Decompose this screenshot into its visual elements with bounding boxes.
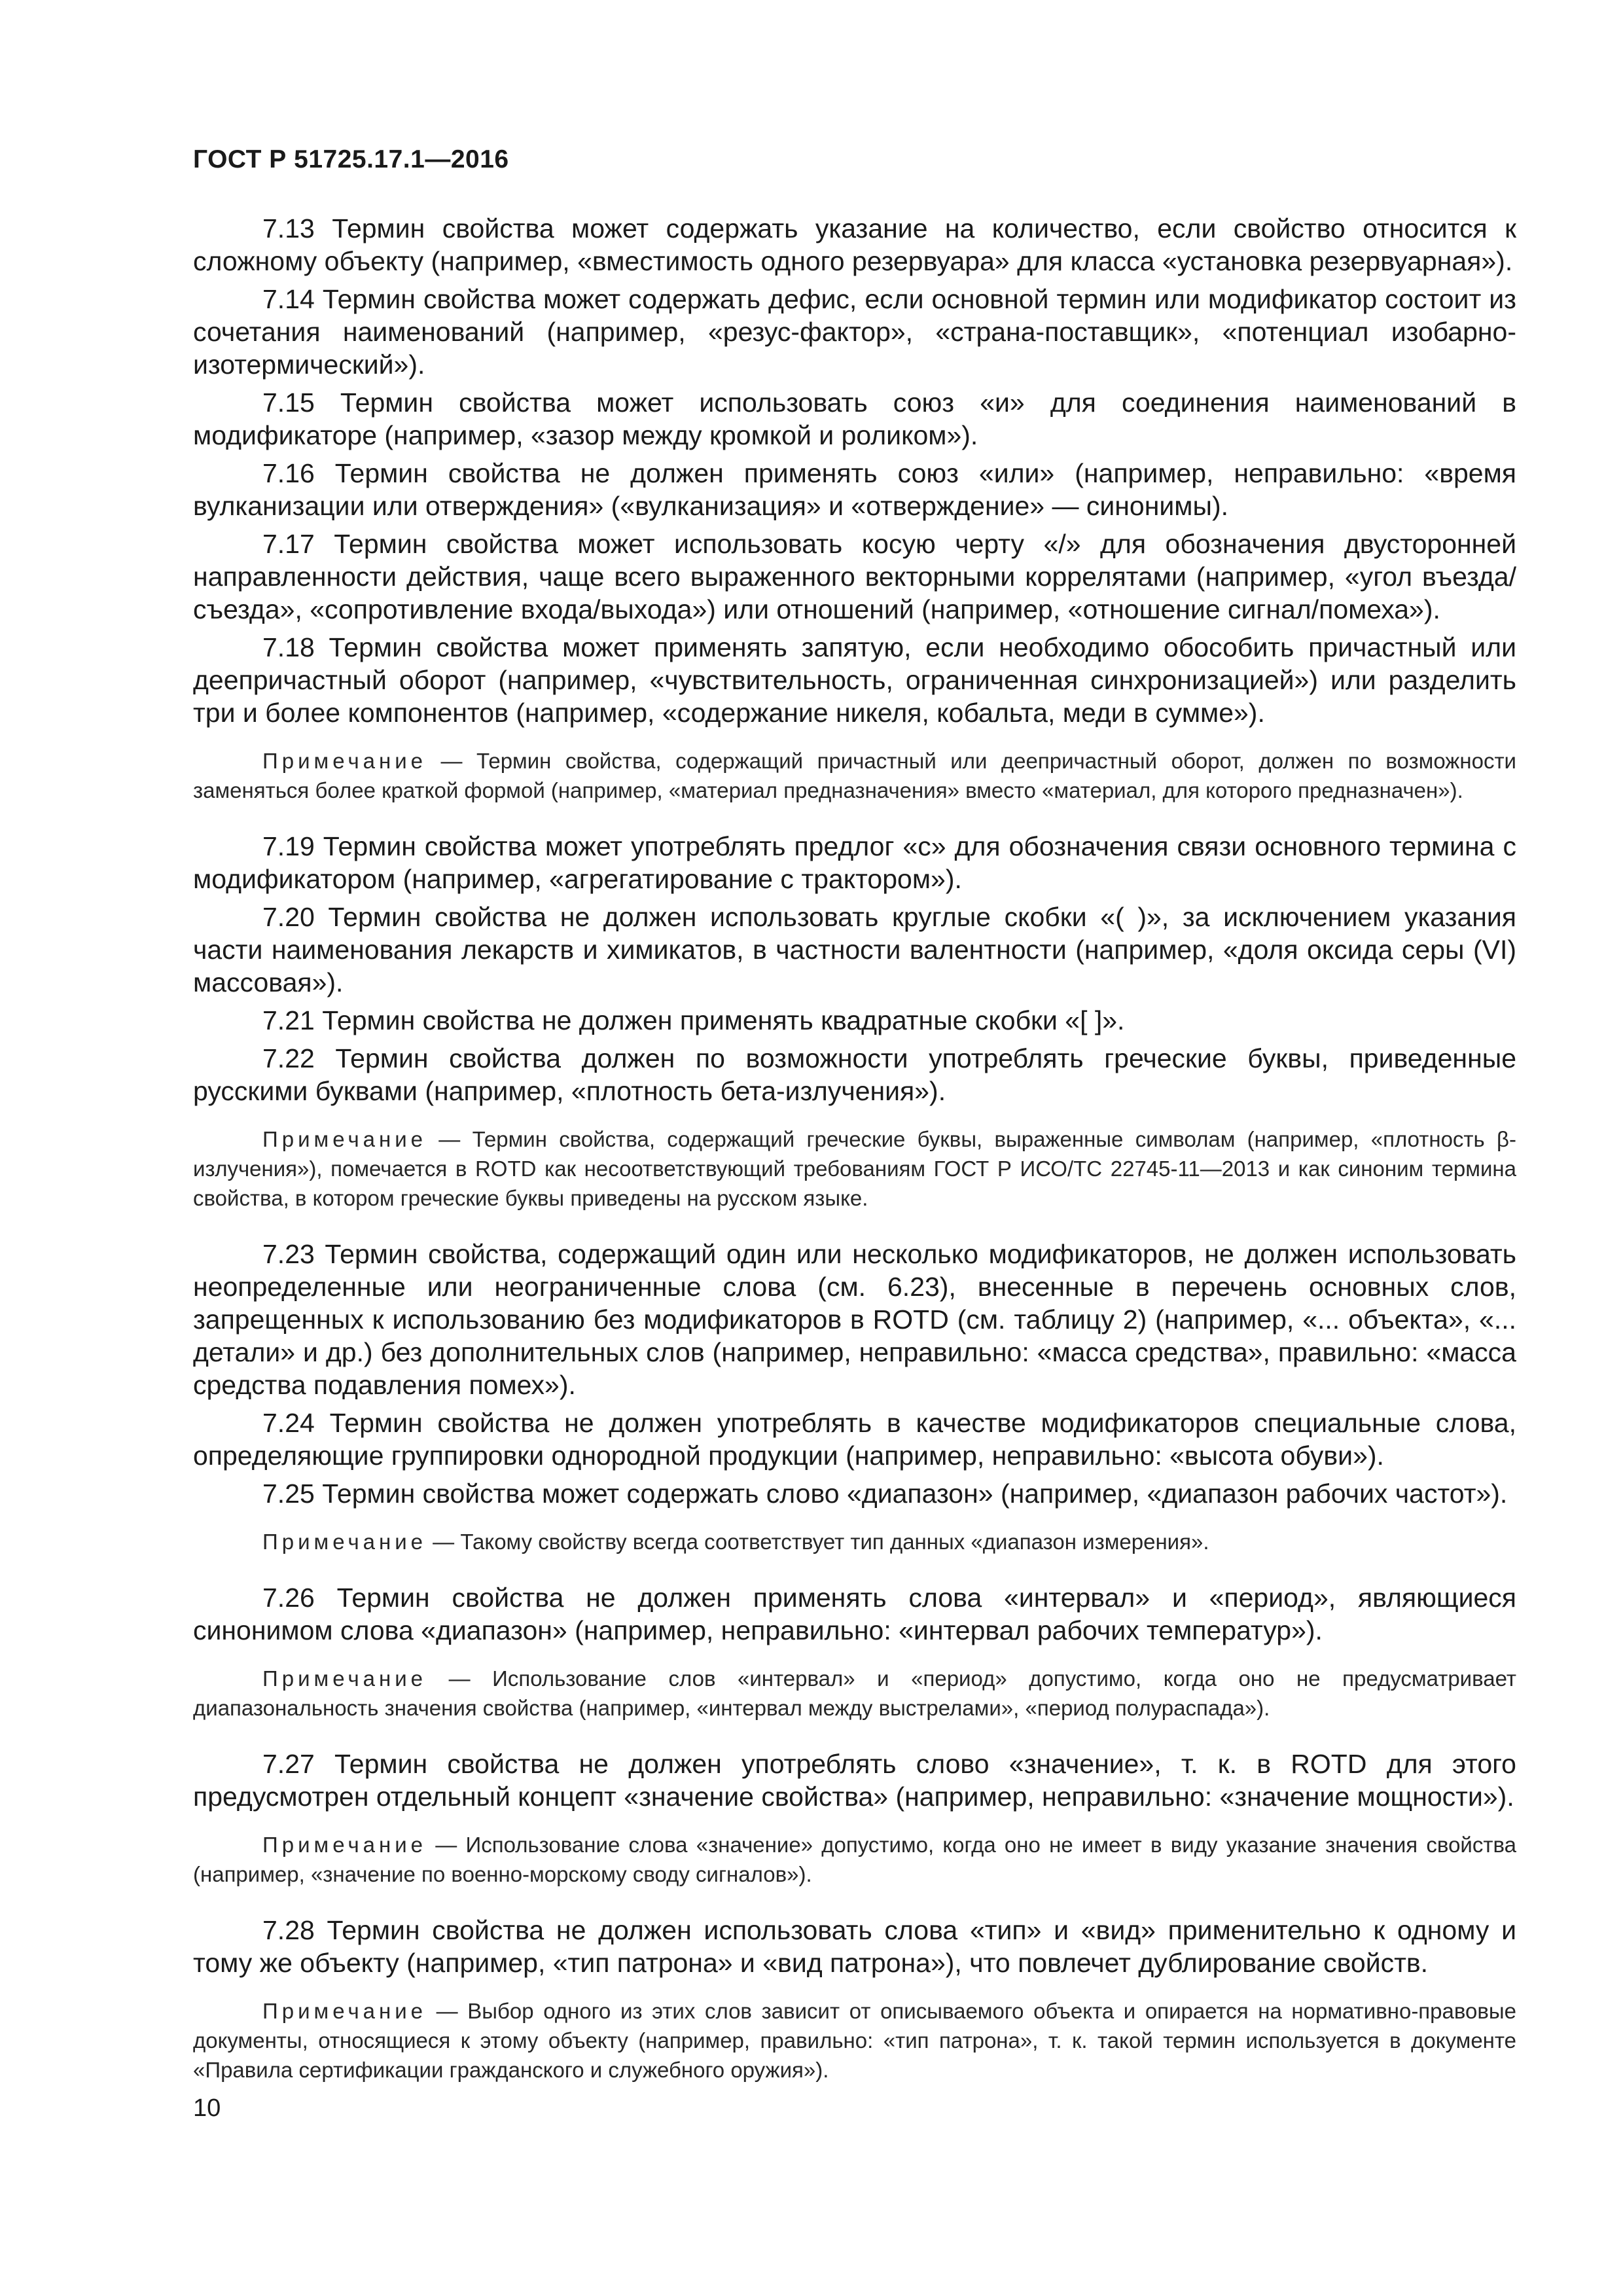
note-text: — Термин свойства, содержащий греческие буквы, выраженные символам (например, «плотность β-излучения»), помечается в ROTD как несоответствующий требованиям ГОСТ Р ИСО/ТС 22745-11—2013 и как синоним термина свойства, в котором греческие буквы приведены на русском языке. [193, 1127, 1516, 1210]
document-page [193, 145, 1516, 2109]
note-label: Примечание [262, 1999, 427, 2023]
note-7-27 [193, 1830, 1516, 1889]
clause-7-22: 7.22 Термин свойства должен по возможности употреблять греческие буквы, приведенные русскими буквами (например, «плотность бета-излучения»). [193, 1043, 1516, 1106]
page-number: 10 [193, 2094, 221, 2122]
clause-7-23: 7.23 Термин свойства, содержащий один или несколько модификаторов, не должен использовать неопределенные или неограниченные слова (см. 6.23), внесенные в перечень основных слов, запрещенных к использованию без модификаторов в ROTD (см. таблицу 2) (например, «... объекта», «... детали» и др.) без дополнительных слов (например, неправильно: «масса средства», правильно: «масса средства подавления помех»). [193, 1239, 1516, 1400]
clause-7-26: 7.26 Термин свойства не должен применять слова «интервал» и «период», являющиеся синонимом слова «диапазон» (например, неправильно: «интервал рабочих температур»). [193, 1583, 1516, 1645]
note-text: — Использование слов «интервал» и «период» допустимо, когда оно не предусматривает диапазональность значения свойства (например, «интервал между выстрелами», «период полураспада»). [193, 1666, 1516, 1720]
note-7-26 [193, 1664, 1516, 1723]
note-7-25 [193, 1527, 1516, 1556]
note-7-18 [193, 746, 1516, 805]
note-label: Примечание [262, 1127, 427, 1151]
clause-7-21: 7.21 Термин свойства не должен применять квадратные скобки «[ ]». [262, 1005, 1125, 1035]
clause-7-28: 7.28 Термин свойства не должен использовать слова «тип» и «вид» применительно к одному и тому же объекту (например, «тип патрона» и «вид патрона»), что повлечет дублирование свойств. [193, 1915, 1516, 1978]
clause-7-24: 7.24 Термин свойства не должен употреблять в качестве модификаторов специальные слова, определяющие группировки однородной продукции (например, неправильно: «высота обуви»). [193, 1408, 1516, 1471]
note-7-28 [193, 1996, 1516, 2085]
clause-7-17: 7.17 Термин свойства может использовать косую черту «/» для обозначения двусторонней направленности действия, чаще всего выраженного векторными коррелятами (например, «угол въезда/съезда», «сопротивление входа/выхода») или отношений (например, «отношение сигнал/помеха»). [193, 529, 1516, 624]
note-text: — Термин свойства, содержащий причастный или деепричастный оборот, должен по возможности заменяться более краткой формой (например, «материал предназначения» вместо «материал, для которого предназначен»). [193, 749, 1516, 802]
note-label: Примечание [262, 1666, 427, 1691]
clause-7-20: 7.20 Термин свойства не должен использовать круглые скобки «( )», за исключением указания части наименования лекарств и химикатов, в частности валентности (например, «доля оксида серы (VI) массовая»). [193, 902, 1516, 997]
clause-7-15: 7.15 Термин свойства может использовать союз «и» для соединения наименований в модификаторе (например, «зазор между кромкой и роликом»). [193, 387, 1516, 450]
note-label: Примечание [262, 1833, 427, 1857]
note-label: Примечание [262, 749, 427, 773]
clause-7-16: 7.16 Термин свойства не должен применять союз «или» (например, неправильно: «время вулканизации или отверждения» («вулканизация» и «отверждение» — синонимы). [193, 458, 1516, 521]
note-text: — Использование слова «значение» допустимо, когда оно не имеет в виду указание значения свойства (например, «значение по военно-морскому своду сигналов»). [193, 1833, 1516, 1886]
note-text: — Такому свойству всегда соответствует тип данных «диапазон измерения». [427, 1530, 1209, 1554]
clause-7-14: 7.14 Термин свойства может содержать дефис, если основной термин или модификатор состоит из сочетания наименований (например, «резус-фактор», «страна-поставщик», «потенциал изобарно-изотермический»). [193, 284, 1516, 380]
note-7-22 [193, 1124, 1516, 1213]
document-header: ГОСТ Р 51725.17.1—2016 [193, 145, 509, 173]
clause-7-27: 7.27 Термин свойства не должен употреблять слово «значение», т. к. в ROTD для этого предусмотрен отдельный концепт «значение свойства» (например, неправильно: «значение мощности»). [193, 1749, 1516, 1812]
clause-7-18: 7.18 Термин свойства может применять запятую, если необходимо обособить причастный или деепричастный оборот (например, «чувствительность, ограниченная синхронизацией») или разделить три и более компонентов (например, «содержание никеля, кобальта, меди в сумме»). [193, 632, 1516, 728]
clause-7-13: 7.13 Термин свойства может содержать указание на количество, если свойство относится к сложному объекту (например, «вместимость одного резервуара» для класса «установка резервуарная»). [193, 213, 1516, 276]
clause-7-25: 7.25 Термин свойства может содержать слово «диапазон» (например, «диапазон рабочих частот»). [262, 1479, 1508, 1509]
clause-7-19: 7.19 Термин свойства может употреблять предлог «с» для обозначения связи основного термина с модификатором (например, «агрегатирование с трактором»). [193, 831, 1516, 894]
note-label: Примечание [262, 1530, 427, 1554]
note-text: — Выбор одного из этих слов зависит от описываемого объекта и опирается на нормативно-правовые документы, относящиеся к этому объекту (например, правильно: «тип патрона», т. к. такой термин используется в документе «Правила сертификации гражданского и служебного оружия»). [193, 1999, 1516, 2082]
